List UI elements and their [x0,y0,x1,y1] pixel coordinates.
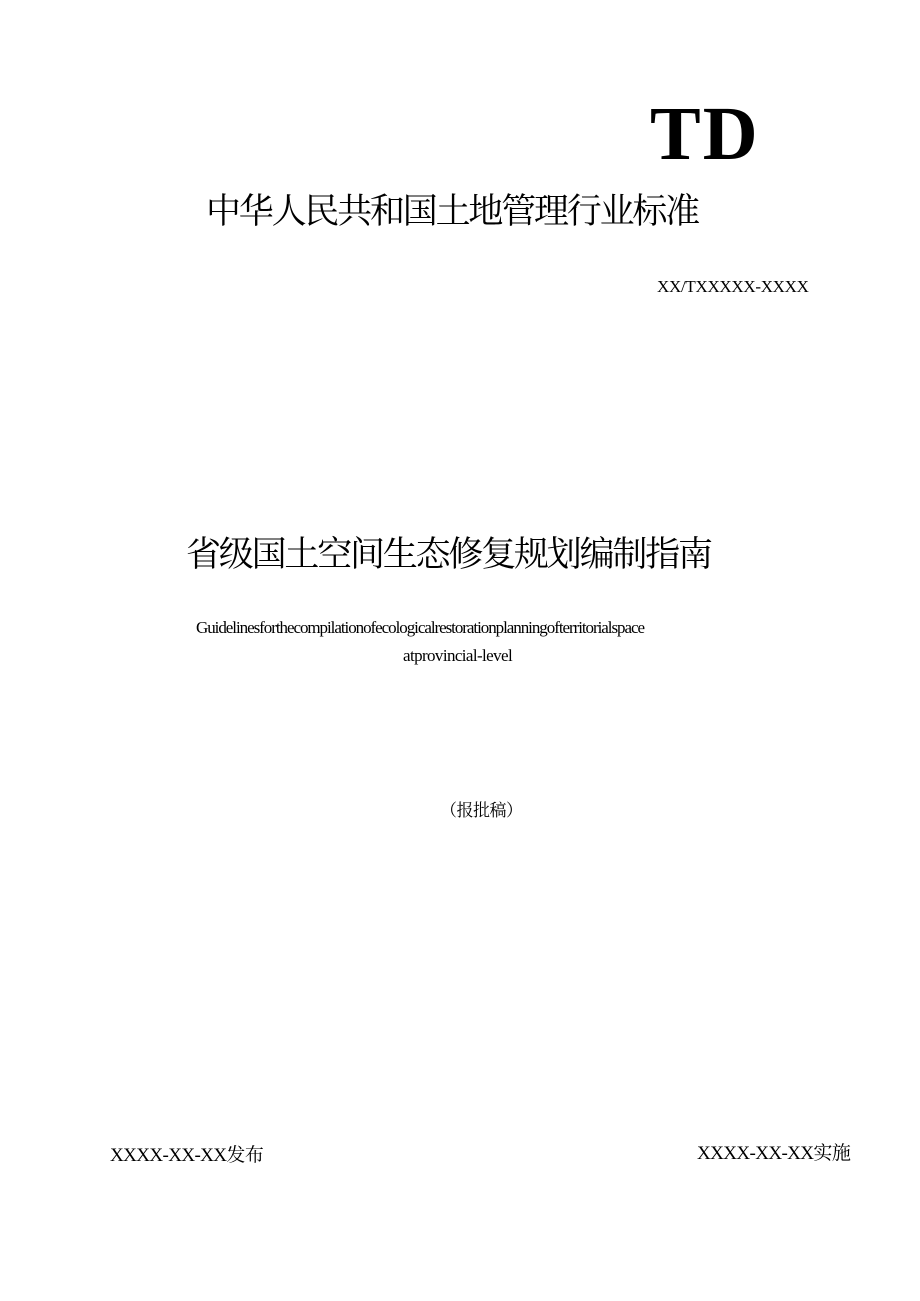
document-title-english-line1: Guidelinesforthecompilationofecologicalrestorationplanningofterritorialspace [196,618,644,637]
standard-title: 中华人民共和国土地管理行业标准 [206,192,699,232]
implement-date: XXXX-XX-XX实施 [697,1143,851,1164]
publish-date: XXXX-XX-XX发布 [110,1145,264,1166]
draft-status: （报批稿） [440,801,523,820]
document-title-english-line2: atprovincial-level [403,646,513,665]
td-logo: TD [650,92,760,176]
document-title-chinese: 省级国土空间生态修复规划编制指南 [186,535,711,575]
standard-code: XX/TXXXXX-XXXX [657,277,809,296]
